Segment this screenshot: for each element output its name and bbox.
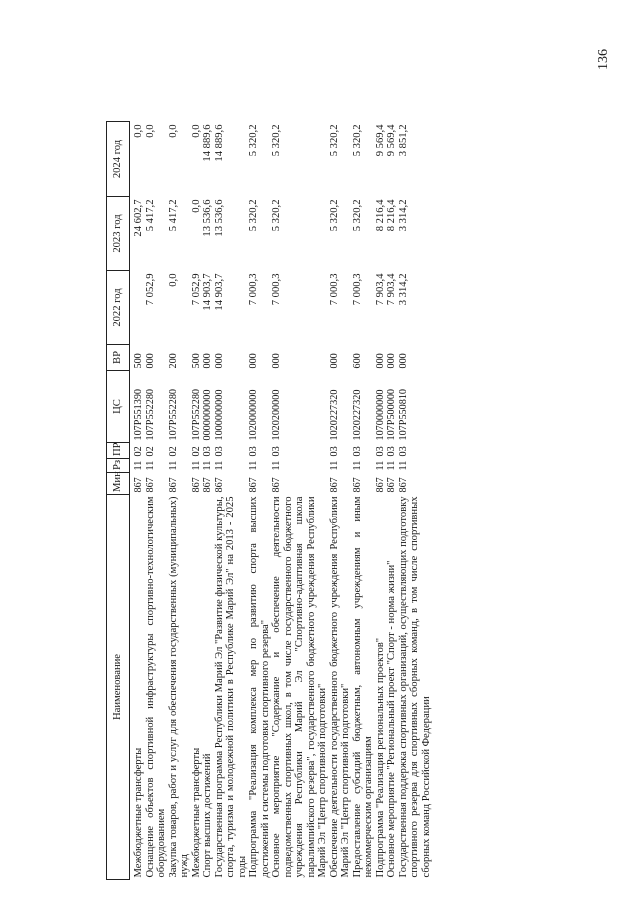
row-min: 867 [202, 477, 213, 493]
row-2022: 7 903,4 [386, 273, 397, 306]
row-name: Предоставление субсидий бюджетным, автономным учреждениям и иным некоммерческим организациям [351, 496, 374, 878]
row-min: 867 [328, 477, 340, 493]
row-min: 867 [144, 477, 156, 493]
row-vr: 000 [144, 353, 156, 369]
table-row [375, 122, 387, 880]
header-name: Наименование [107, 495, 130, 880]
budget-table-rotated [106, 122, 546, 880]
row-2022: 14 903,7 [202, 273, 213, 311]
row-cs: 107P552280 [144, 388, 156, 441]
row-2023: 5 417,2 [144, 199, 156, 232]
row-pr: 03 [248, 446, 259, 457]
row-min: 867 [397, 477, 409, 493]
row-pr: 02 [167, 446, 179, 457]
row-2022: 7 000,3 [248, 273, 259, 306]
row-2022: 7 052,9 [144, 273, 156, 306]
row-2023: 13 536,6 [213, 199, 225, 237]
row-min: 867 [271, 477, 282, 493]
row-cs: 1000000000 [213, 389, 225, 441]
row-vr: 000 [248, 353, 259, 369]
row-pr: 03 [213, 446, 225, 457]
row-2022 [130, 271, 145, 345]
row-pr: 03 [397, 446, 409, 457]
row-cs: 1020200000 [271, 389, 282, 441]
row-pr: 03 [351, 446, 363, 457]
row-pr: 02 [133, 446, 144, 457]
row-2024: 3 851,2 [397, 124, 409, 157]
row-cs: 1020000000 [248, 389, 259, 441]
row-2023: 0,0 [190, 199, 202, 213]
row-2023: 3 314,2 [397, 199, 409, 232]
row-2024: 0,0 [190, 124, 202, 138]
row-pr: 03 [328, 446, 340, 457]
row-name: Подпрограмма "Реализация региональных проектов" [374, 637, 386, 878]
row-pr: 03 [386, 446, 397, 457]
row-2022: 7 000,3 [351, 273, 363, 306]
row-name: Обеспечение деятельности государственного бюджетного учреждения Республики Марий Эл "Центр спортивной подготовки" [328, 496, 351, 878]
row-vr: 000 [374, 353, 386, 369]
row-rz: 11 [144, 460, 156, 471]
row-2024: 0,0 [144, 124, 156, 138]
row-min: 867 [248, 477, 259, 493]
row-name: Подпрограмма "Реализация комплекса мер по развитию спорта высших достижений и системы подготовки спортивного резерва" [248, 496, 271, 878]
row-cs: 1020227320 [328, 389, 340, 441]
row-min: 867 [213, 477, 225, 493]
table-body [130, 122, 433, 880]
table-row [386, 122, 398, 880]
row-name: Оснащение объектов спортивной инфраструктуры спортивно-технологическим оборудованием [144, 496, 167, 878]
row-2022: 14 903,7 [213, 273, 225, 311]
row-cs: 107P552280 [190, 388, 202, 441]
row-cs: 1070000000 [374, 389, 386, 441]
table-row [352, 122, 375, 880]
row-min: 867 [190, 477, 202, 493]
table-row [168, 122, 191, 880]
table-row [398, 122, 433, 880]
row-rz: 11 [374, 460, 386, 471]
row-2024: 0,0 [167, 124, 179, 138]
row-name: Государственная поддержка спортивных организаций, осуществляющих подготовку спортивного резерва для спортивных сборных команд, в том числе спортивных сборных команд Российской Федерации [397, 496, 432, 878]
row-name: Межбюджетные трансферты [190, 747, 202, 878]
row-2023: 5 320,2 [248, 199, 259, 232]
row-cs: 107P551390 [133, 388, 144, 441]
row-2023: 5 320,2 [328, 199, 340, 232]
row-2024: 5 320,2 [328, 124, 340, 157]
row-rz: 11 [190, 460, 202, 471]
row-cs: 1020227320 [351, 389, 363, 441]
row-rz: 11 [133, 460, 144, 471]
header-min: Мин [107, 473, 130, 495]
row-2022: 7 903,4 [374, 273, 386, 306]
row-2023: 24 602,7 [133, 199, 144, 237]
budget-table [106, 121, 432, 880]
row-name: Межбюджетные трансферты [133, 747, 144, 878]
row-cs: 107P500000 [386, 388, 397, 441]
row-rz: 11 [202, 460, 213, 471]
row-2022: 7 052,9 [190, 273, 202, 306]
row-2024: 14 889,6 [202, 124, 213, 162]
header-2024: 2024 год [107, 122, 130, 197]
row-2024: 5 320,2 [248, 124, 259, 157]
row-vr: 000 [386, 353, 397, 369]
table-row [214, 122, 249, 880]
table-row [248, 122, 271, 880]
row-pr: 03 [271, 446, 282, 457]
row-2022: 0,0 [167, 273, 179, 287]
row-cs: 107P550810 [397, 388, 409, 441]
row-vr: 000 [328, 353, 340, 369]
row-2023: 8 216,4 [374, 199, 386, 232]
row-pr: 02 [190, 446, 202, 457]
row-min: 867 [133, 477, 144, 493]
row-rz: 11 [167, 460, 179, 471]
row-rz: 11 [248, 460, 259, 471]
row-vr: 500 [133, 353, 144, 369]
header-2023: 2023 год [107, 197, 130, 271]
row-2024: 5 320,2 [271, 124, 282, 157]
row-vr: 600 [351, 353, 363, 369]
row-rz: 11 [397, 460, 409, 471]
table-row [145, 122, 168, 880]
row-2024: 14 889,6 [213, 124, 225, 162]
row-cs: 0000000000 [202, 389, 213, 441]
row-name: Основное мероприятие "Содержание и обеспечение деятельности подведомственных спортивных школ, в том числе государственного бюджетного учреждения Республики Марий Эл "Спортивно-адаптивная школа паралимпийского резерва", государственного бюджетного учреждения Республики Марий Эл "Центр спортивной подготовки" [271, 496, 328, 878]
row-2023: 5 320,2 [271, 199, 282, 232]
row-min: 867 [351, 477, 363, 493]
row-name: Основное мероприятие "Региональный проект "Спорт - норма жизни" [386, 560, 397, 878]
row-pr: 03 [374, 446, 386, 457]
row-name: Спорт высших достижений [202, 753, 213, 878]
row-vr: 000 [213, 353, 225, 369]
row-rz: 11 [271, 460, 282, 471]
table-row [191, 122, 203, 880]
row-vr: 200 [167, 353, 179, 369]
row-rz: 11 [386, 460, 397, 471]
row-name: Закупка товаров, работ и услуг для обеспечения государственных (муниципальных) нужд [167, 496, 190, 878]
row-2023: 8 216,4 [386, 199, 397, 232]
row-2023: 5 417,2 [167, 199, 179, 232]
row-min: 867 [374, 477, 386, 493]
row-2023: 13 536,6 [202, 199, 213, 237]
row-name: Государственная программа Республики Марий Эл "Развитие физической культуры, спорта, туризма и молодежной политики в Республике Марий Эл" на 2013 - 2025 годы [213, 496, 248, 878]
row-2022: 7 000,3 [328, 273, 340, 306]
row-2024: 9 569,4 [374, 124, 386, 157]
table-row [202, 122, 214, 880]
row-vr: 000 [397, 353, 409, 369]
row-2022: 7 000,3 [271, 273, 282, 306]
row-rz: 11 [351, 460, 363, 471]
row-min: 867 [167, 477, 179, 493]
page-number: 136 [596, 49, 611, 70]
row-pr: 03 [202, 446, 213, 457]
header-rz: Рз [107, 459, 130, 473]
table-row [329, 122, 352, 880]
table-row [130, 122, 145, 880]
row-min: 867 [386, 477, 397, 493]
row-vr: 000 [202, 353, 213, 369]
row-2022: 3 314,2 [397, 273, 409, 306]
row-rz: 11 [328, 460, 340, 471]
row-vr: 000 [271, 353, 282, 369]
row-2024: 5 320,2 [351, 124, 363, 157]
row-pr: 02 [144, 446, 156, 457]
header-2022: 2022 год [107, 271, 130, 345]
header-pr: ПР [107, 443, 130, 459]
row-vr: 500 [190, 353, 202, 369]
row-cs: 107P552280 [167, 388, 179, 441]
table-row [271, 122, 329, 880]
row-2024: 0,0 [133, 124, 144, 138]
table-header-row [107, 122, 130, 880]
header-vr: ВР [107, 345, 130, 371]
header-cs: ЦС [107, 371, 130, 443]
row-2023: 5 320,2 [351, 199, 363, 232]
row-rz: 11 [213, 460, 225, 471]
row-2024: 9 569,4 [386, 124, 397, 157]
